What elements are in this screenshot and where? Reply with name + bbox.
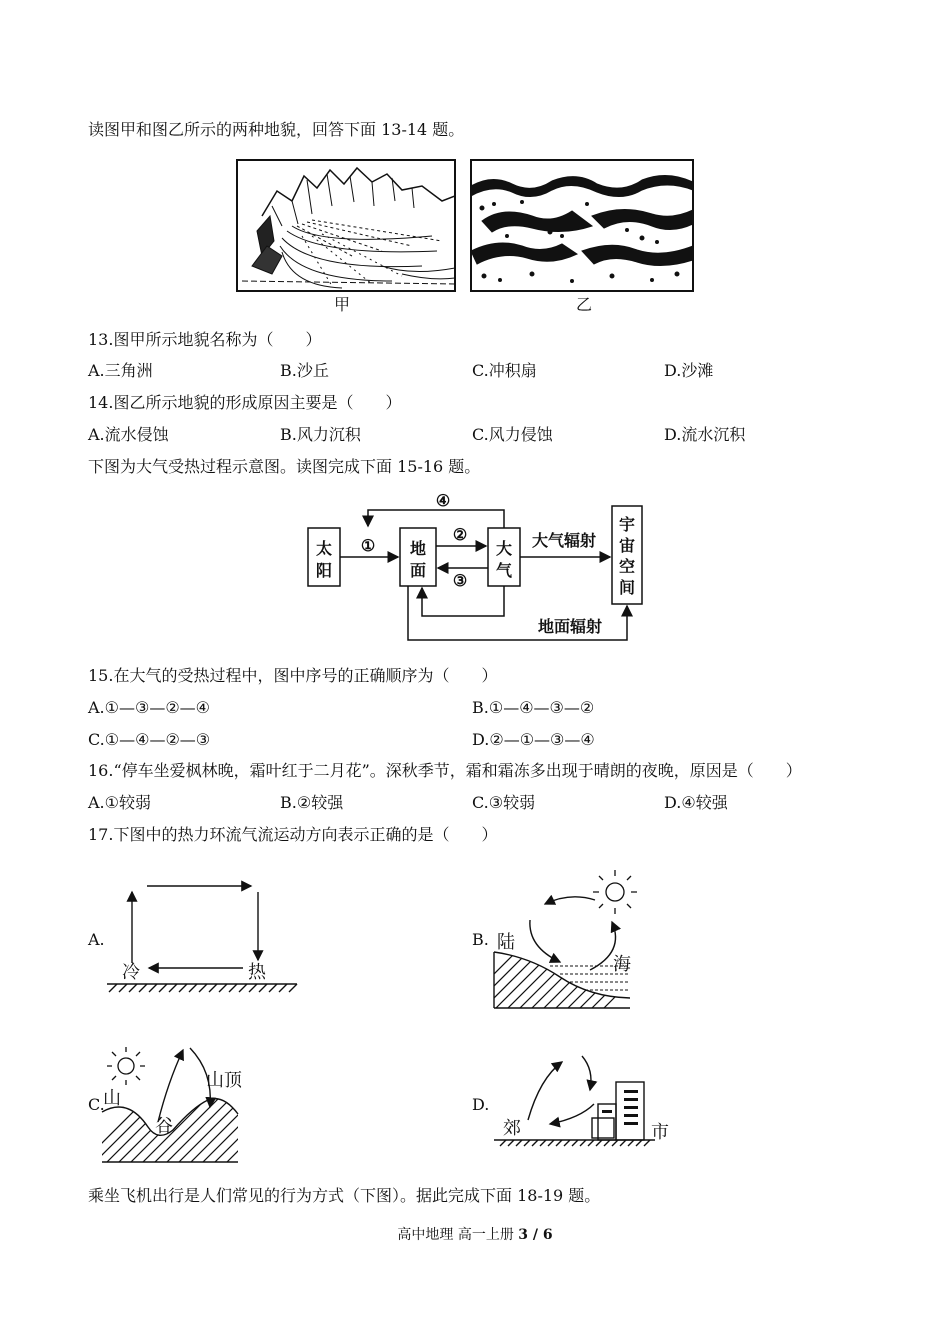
label-valley: 谷 [155, 1116, 173, 1137]
label-peak: 山顶 [206, 1070, 242, 1091]
q17-option-b[interactable]: B. [472, 930, 489, 949]
box-ground-1: 地 [409, 539, 427, 558]
box-space-3: 空 [618, 557, 636, 576]
sand-dune-sketch [471, 160, 693, 291]
box-space-2: 宙 [618, 536, 636, 555]
box-sun-1: 太 [315, 539, 333, 558]
q14-option-d[interactable]: D.流水沉积 [664, 425, 746, 444]
label-land: 陆 [497, 932, 515, 953]
label-sea: 海 [613, 954, 631, 975]
box-atmos-1: 大 [495, 539, 513, 558]
q14-option-c[interactable]: C.风力侵蚀 [472, 425, 553, 444]
label-n3: ③ [452, 571, 468, 590]
circulation-figure-d [490, 1048, 680, 1148]
sun-icon [593, 870, 637, 914]
label-n1: ① [360, 536, 376, 555]
box-space-4: 间 [618, 578, 636, 597]
label-atmospheric-radiation: 大气辐射 [531, 531, 597, 550]
box-ground-2: 面 [409, 561, 427, 580]
box-sun-2: 阳 [315, 561, 333, 580]
q16-option-a[interactable]: A.①较弱 [88, 793, 151, 812]
label-ground-radiation: 地面辐射 [537, 617, 603, 636]
intro-13-14: 读图甲和图乙所示的两种地貌，回答下面 13-14 题。 [88, 120, 465, 139]
figure-label-jia: 甲 [333, 295, 351, 314]
label-city: 市 [651, 1122, 669, 1143]
q17-stem: 17.下图中的热力环流气流运动方向表示正确的是（ ） [88, 825, 498, 844]
box-space-1: 宇 [618, 515, 636, 534]
sun-icon [107, 1047, 145, 1085]
label-cold: 冷 [122, 962, 140, 983]
circulation-figure-b [490, 862, 650, 1012]
q14-option-a[interactable]: A.流水侵蚀 [88, 425, 169, 444]
q15-option-b[interactable]: B.①—④—③—② [472, 698, 595, 717]
page-number: 3 / 6 [518, 1227, 553, 1243]
q14-option-b[interactable]: B.风力沉积 [280, 425, 361, 444]
q13-option-d[interactable]: D.沙滩 [664, 361, 714, 380]
figure-label-yi: 乙 [575, 295, 593, 314]
label-n2: ② [452, 525, 468, 544]
q16-stem: 16.“停车坐爱枫林晚，霜叶红于二月花”。深秋季节，霜和霜冻多出现于晴朗的夜晚，原因是（ ） [88, 761, 802, 780]
atmosphere-heating-diagram [300, 488, 650, 648]
q13-option-c[interactable]: C.冲积扇 [472, 361, 537, 380]
landform-figure [232, 156, 702, 316]
q17-option-d[interactable]: D. [472, 1095, 490, 1114]
q17-option-a[interactable]: A. [88, 930, 105, 949]
label-mountain: 山 [103, 1088, 121, 1109]
box-atmos-2: 气 [495, 561, 513, 580]
q14-stem: 14.图乙所示地貌的形成原因主要是（ ） [88, 393, 402, 412]
footer-text: 高中地理 高一上册 [397, 1227, 519, 1243]
intro-15-16: 下图为大气受热过程示意图。读图完成下面 15-16 题。 [88, 457, 481, 476]
alluvial-fan-sketch [237, 160, 455, 291]
label-n4: ④ [435, 491, 451, 510]
q13-option-a[interactable]: A.三角洲 [88, 361, 153, 380]
q13-option-b[interactable]: B.沙丘 [280, 361, 329, 380]
q16-option-c[interactable]: C.③较弱 [472, 793, 536, 812]
q15-option-d[interactable]: D.②—①—③—④ [472, 730, 595, 749]
page-footer [0, 1224, 950, 1244]
label-suburb: 郊 [503, 1118, 521, 1139]
q15-option-c[interactable]: C.①—④—②—③ [88, 730, 211, 749]
q13-stem: 13.图甲所示地貌名称为（ ） [88, 330, 322, 349]
q15-option-a[interactable]: A.①—③—②—④ [88, 698, 211, 717]
circulation-figure-c [98, 1042, 268, 1167]
q15-stem: 15.在大气的受热过程中，图中序号的正确顺序为（ ） [88, 666, 498, 685]
circulation-figure-a [105, 878, 300, 998]
q17-option-c[interactable]: C. [88, 1095, 105, 1114]
label-hot: 热 [248, 962, 266, 983]
q16-option-d[interactable]: D.④较强 [664, 793, 728, 812]
q16-option-b[interactable]: B.②较强 [280, 793, 344, 812]
intro-18-19: 乘坐飞机出行是人们常见的行为方式（下图）。据此完成下面 18-19 题。 [88, 1186, 601, 1205]
